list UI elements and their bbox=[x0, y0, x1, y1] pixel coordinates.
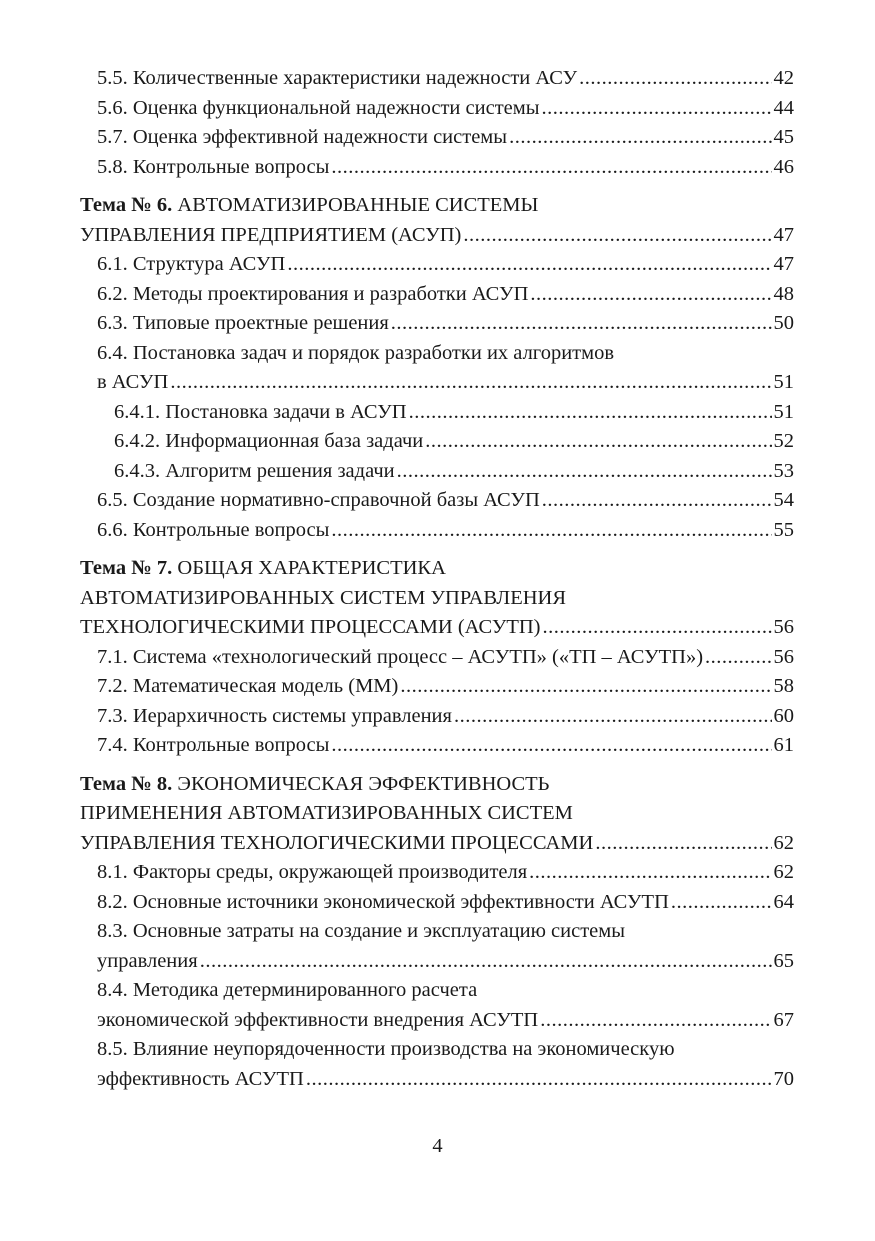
toc-entry-text: 5.8. Контрольные вопросы bbox=[97, 155, 330, 178]
toc-entry bbox=[80, 123, 794, 153]
toc-topic-line bbox=[80, 584, 794, 614]
toc-entry-title bbox=[97, 280, 528, 310]
toc-entry-text: 8.4. Методика детерминированного расчета bbox=[97, 979, 478, 1001]
toc-entry bbox=[80, 1035, 794, 1065]
toc-entry bbox=[80, 309, 794, 339]
toc-page-number: 64 bbox=[773, 890, 794, 913]
toc-entry-text: 8.5. Влияние неупорядоченности производства на экономическую bbox=[97, 1038, 675, 1060]
toc-entry-title bbox=[80, 221, 461, 251]
toc-entry-title bbox=[114, 398, 407, 428]
toc-entry-text: 7.4. Контрольные вопросы bbox=[97, 734, 330, 756]
toc-page-number: 67 bbox=[773, 1008, 794, 1031]
toc-entry bbox=[80, 976, 794, 1006]
toc-page-number: 47 bbox=[773, 253, 794, 275]
toc-entry-text: в АСУП bbox=[97, 371, 169, 393]
toc-entry-text: 7.3. Иерархичность системы управления bbox=[97, 704, 452, 727]
toc-entry bbox=[80, 702, 794, 732]
toc-entry bbox=[80, 888, 794, 918]
dot-leader bbox=[530, 280, 771, 310]
toc-entry-title bbox=[97, 888, 669, 918]
dot-leader bbox=[463, 221, 771, 251]
toc-entry-text: 6.5. Создание нормативно-справочной базы АСУП bbox=[97, 489, 540, 511]
toc-entry-text: 8.3. Основные затраты на создание и эксплуатацию системы bbox=[97, 920, 626, 942]
toc-topic-line bbox=[80, 191, 794, 221]
dot-leader bbox=[397, 457, 772, 487]
dot-leader bbox=[509, 123, 771, 153]
dot-leader bbox=[400, 672, 771, 702]
toc-entry-title bbox=[80, 829, 593, 859]
toc-entry-text: 5.7. Оценка эффективной надежности системы bbox=[97, 126, 508, 148]
toc-entry-text: 6.3. Типовые проектные решения bbox=[97, 312, 389, 334]
dot-leader bbox=[529, 858, 771, 888]
toc-entry-text: управления bbox=[97, 949, 198, 972]
toc-entry bbox=[80, 398, 794, 428]
toc-entry-title bbox=[80, 613, 541, 643]
toc-page-number: 56 bbox=[773, 616, 794, 638]
toc-entry bbox=[80, 672, 794, 702]
toc-topic-line bbox=[80, 799, 794, 829]
toc-entry-title bbox=[80, 799, 573, 829]
toc-entry-title bbox=[80, 770, 549, 800]
toc-page-number: 62 bbox=[773, 831, 794, 854]
toc-entry-title bbox=[97, 486, 540, 516]
toc-page-number: 65 bbox=[773, 949, 794, 972]
toc-entry-title bbox=[97, 339, 614, 369]
toc-entry-title bbox=[97, 123, 507, 153]
toc-page-number: 55 bbox=[773, 518, 794, 541]
table-of-contents bbox=[80, 64, 794, 1094]
dot-leader bbox=[595, 829, 771, 859]
dot-leader bbox=[540, 1006, 771, 1036]
toc-entry-title bbox=[97, 702, 452, 732]
dot-leader bbox=[200, 947, 772, 977]
toc-entry-title bbox=[97, 1035, 675, 1065]
toc-page-number: 53 bbox=[773, 459, 794, 482]
topic-label: Тема № 8. bbox=[80, 772, 173, 795]
dot-leader bbox=[425, 427, 771, 457]
toc-topic-line bbox=[80, 770, 794, 800]
toc-entry-text: 6.4.2. Информационная база задачи bbox=[114, 430, 424, 452]
topic-label: Тема № 6. bbox=[80, 194, 173, 216]
toc-page-number: 47 bbox=[773, 223, 794, 246]
toc-entry bbox=[80, 64, 794, 94]
toc-page-number: 42 bbox=[773, 67, 794, 89]
dot-leader bbox=[331, 153, 771, 183]
toc-entry bbox=[80, 486, 794, 516]
toc-entry-title bbox=[97, 917, 625, 947]
toc-entry-title bbox=[97, 153, 329, 183]
toc-entry bbox=[80, 339, 794, 369]
toc-entry-title bbox=[97, 947, 198, 977]
toc-entry-title bbox=[97, 1006, 538, 1036]
toc-entry-title bbox=[97, 250, 285, 280]
dot-leader bbox=[542, 486, 772, 516]
toc-entry bbox=[80, 858, 794, 888]
toc-entry-title bbox=[97, 976, 477, 1006]
dot-leader bbox=[170, 368, 771, 398]
toc-entry-text: ПРИМЕНЕНИЯ АВТОМАТИЗИРОВАННЫХ СИСТЕМ bbox=[80, 802, 573, 824]
toc-page-number: 60 bbox=[773, 704, 794, 727]
toc-entry bbox=[80, 947, 794, 977]
toc-entry-title bbox=[97, 672, 398, 702]
toc-entry-text: ОБЩАЯ ХАРАКТЕРИСТИКА bbox=[172, 557, 446, 579]
toc-page-number: 52 bbox=[773, 430, 794, 452]
toc-entry-text: 7.2. Математическая модель (ММ) bbox=[97, 675, 399, 697]
toc-entry-text: 6.4. Постановка задач и порядок разработки их алгоритмов bbox=[97, 341, 615, 364]
toc-entry-text: 6.4.1. Постановка задачи в АСУП bbox=[114, 400, 407, 423]
page-number: 4 bbox=[432, 1135, 443, 1157]
toc-entry-title bbox=[97, 94, 540, 124]
toc-page-number: 51 bbox=[773, 400, 794, 423]
topic-label: Тема № 7. bbox=[80, 557, 173, 579]
toc-entry-text: 7.1. Система «технологический процесс – АСУТП» («ТП – АСУТП») bbox=[97, 645, 704, 668]
toc-entry-text: 6.1. Структура АСУП bbox=[97, 253, 286, 275]
toc-entry-title bbox=[97, 368, 168, 398]
toc-page-number: 54 bbox=[773, 489, 794, 511]
toc-entry-title bbox=[97, 1065, 304, 1095]
toc-entry-title bbox=[80, 584, 566, 614]
dot-leader bbox=[391, 309, 772, 339]
toc-page-number: 50 bbox=[773, 312, 794, 334]
toc-entry bbox=[80, 516, 794, 546]
toc-entry-text: АВТОМАТИЗИРОВАННЫХ СИСТЕМ УПРАВЛЕНИЯ bbox=[80, 586, 567, 609]
toc-page-number: 58 bbox=[773, 675, 794, 697]
dot-leader bbox=[331, 516, 771, 546]
toc-entry bbox=[80, 368, 794, 398]
toc-page-number: 56 bbox=[773, 645, 794, 668]
dot-leader bbox=[409, 398, 772, 428]
toc-entry-text: ТЕХНОЛОГИЧЕСКИМИ ПРОЦЕССАМИ (АСУТП) bbox=[80, 616, 541, 638]
dot-leader bbox=[542, 94, 772, 124]
dot-leader bbox=[454, 702, 772, 732]
toc-entry-text: 8.1. Факторы среды, окружающей производителя bbox=[97, 861, 528, 883]
toc-entry bbox=[80, 731, 794, 761]
toc-entry bbox=[80, 153, 794, 183]
toc-entry-text: ЭКОНОМИЧЕСКАЯ ЭФФЕКТИВНОСТЬ bbox=[172, 772, 550, 795]
toc-entry bbox=[80, 94, 794, 124]
toc-entry-text: экономической эффективности внедрения АСУТП bbox=[97, 1008, 539, 1031]
toc-topic-line bbox=[80, 829, 794, 859]
toc-entry-title bbox=[97, 858, 527, 888]
toc-entry-title bbox=[97, 309, 389, 339]
toc-entry bbox=[80, 457, 794, 487]
toc-page-number: 62 bbox=[773, 861, 794, 883]
toc-page-number: 61 bbox=[773, 734, 794, 756]
toc-entry-title bbox=[114, 427, 423, 457]
toc-entry bbox=[80, 1006, 794, 1036]
toc-entry-text: 6.6. Контрольные вопросы bbox=[97, 518, 330, 541]
dot-leader bbox=[306, 1065, 772, 1095]
toc-entry-text: 5.5. Количественные характеристики надежности АСУ bbox=[97, 67, 578, 89]
toc-entry-text: 5.6. Оценка функциональной надежности системы bbox=[97, 96, 540, 119]
toc-page-number: 45 bbox=[773, 126, 794, 148]
toc-entry-title bbox=[114, 457, 395, 487]
toc-entry-text: 8.2. Основные источники экономической эффективности АСУТП bbox=[97, 890, 669, 913]
toc-topic-line bbox=[80, 613, 794, 643]
toc-entry-text: АВТОМАТИЗИРОВАННЫЕ СИСТЕМЫ bbox=[172, 194, 539, 216]
toc-entry-text: эффективность АСУТП bbox=[97, 1067, 304, 1090]
toc-entry bbox=[80, 1065, 794, 1095]
dot-leader bbox=[331, 731, 771, 761]
toc-page-number: 51 bbox=[773, 371, 794, 393]
dot-leader bbox=[705, 643, 771, 673]
toc-entry-title bbox=[97, 643, 703, 673]
toc-page-number: 46 bbox=[773, 155, 794, 178]
dot-leader bbox=[543, 613, 772, 643]
toc-entry-title bbox=[97, 731, 329, 761]
toc-entry bbox=[80, 250, 794, 280]
toc-entry bbox=[80, 427, 794, 457]
toc-entry bbox=[80, 643, 794, 673]
toc-entry-title bbox=[80, 191, 538, 221]
toc-page-number: 44 bbox=[773, 96, 794, 119]
toc-entry-title bbox=[80, 554, 446, 584]
dot-leader bbox=[671, 888, 772, 918]
toc-entry-text: 6.4.3. Алгоритм решения задачи bbox=[114, 459, 395, 482]
toc-entry-text: 6.2. Методы проектирования и разработки АСУП bbox=[97, 282, 529, 305]
toc-entry-text: УПРАВЛЕНИЯ ТЕХНОЛОГИЧЕСКИМИ ПРОЦЕССАМИ bbox=[80, 831, 594, 854]
toc-page-number: 70 bbox=[773, 1067, 794, 1090]
dot-leader bbox=[579, 64, 771, 94]
toc-entry bbox=[80, 280, 794, 310]
toc-entry bbox=[80, 917, 794, 947]
dot-leader bbox=[287, 250, 771, 280]
toc-entry-title bbox=[97, 64, 577, 94]
toc-page-number: 48 bbox=[773, 282, 794, 305]
toc-topic-line bbox=[80, 554, 794, 584]
toc-entry-text: УПРАВЛЕНИЯ ПРЕДПРИЯТИЕМ (АСУП) bbox=[80, 223, 462, 246]
toc-entry-title bbox=[97, 516, 329, 546]
toc-topic-line bbox=[80, 221, 794, 251]
